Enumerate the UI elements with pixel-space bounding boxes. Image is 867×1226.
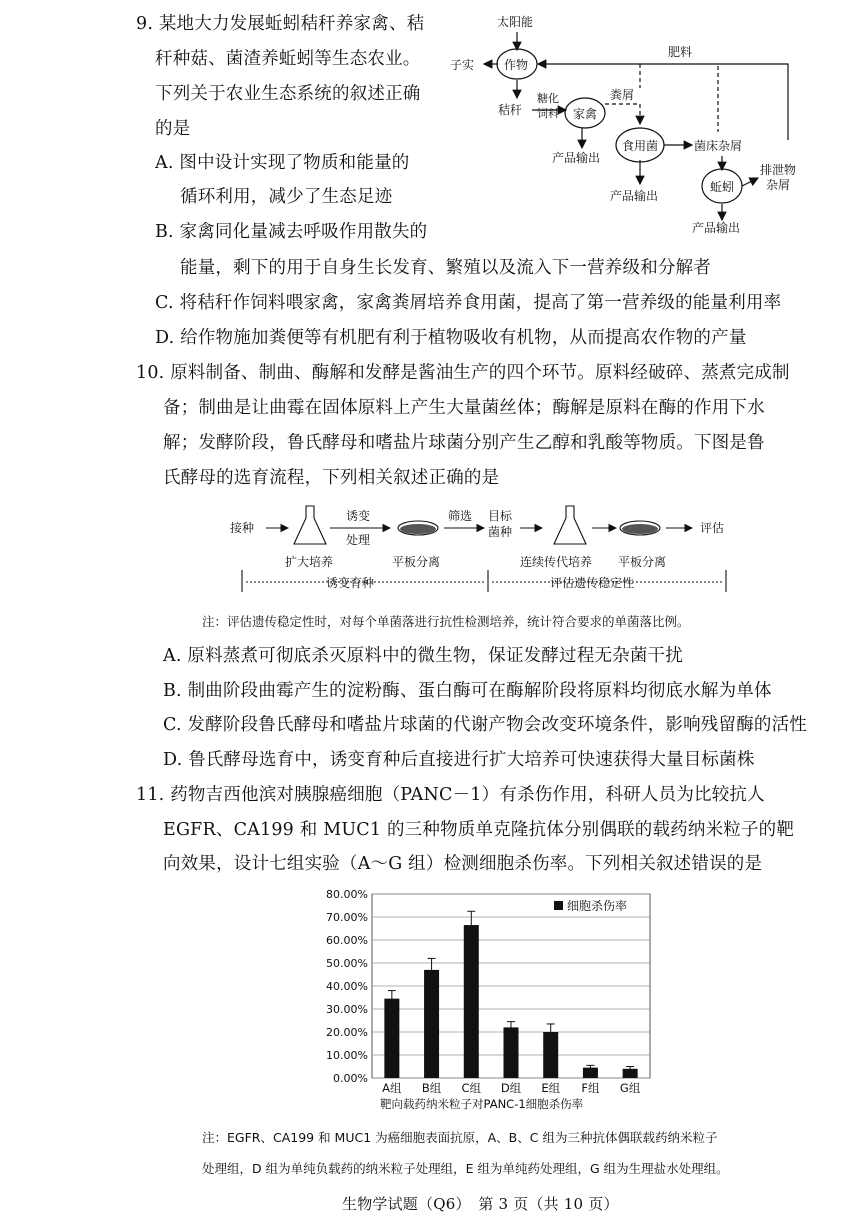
y-tick-label: 50.00% xyxy=(326,957,368,970)
flow-subculture: 连续传代培养 xyxy=(520,555,593,569)
q9-option-a-line2: 循环利用，减少了生态足迹 xyxy=(180,187,393,207)
y-tick-label: 20.00% xyxy=(326,1026,368,1039)
bar-D组 xyxy=(504,1027,519,1078)
legend-label: 细胞杀伤率 xyxy=(567,899,628,913)
q10-stem-line2: 备；制曲是让曲霉在固体原料上产生大量菌丝体；酶解是原料在酶的作用下水 xyxy=(163,398,765,418)
y-tick-label: 0.00% xyxy=(333,1072,368,1085)
flask-icon xyxy=(294,506,326,544)
q10-option-d: D. 鲁氏酵母选育中，诱变育种后直接进行扩大培养可快速获得大量目标菌株 xyxy=(163,750,755,770)
flow-plate-2: 平板分离 xyxy=(618,555,667,569)
q10-option-a: A. 原料蒸煮可彻底杀灭原料中的微生物，保证发酵过程无杂菌干扰 xyxy=(163,646,683,666)
q9-ecology-diagram xyxy=(440,8,860,240)
flow-target-1: 目标 xyxy=(488,509,513,523)
x-tick-label: D组 xyxy=(500,1081,522,1095)
diagram-product-1: 产品输出 xyxy=(552,151,601,165)
flow-mutate-1: 诱变 xyxy=(346,509,371,523)
flow-screen: 筛选 xyxy=(448,509,473,523)
x-tick-label: F组 xyxy=(581,1081,600,1095)
flow-evaluate: 评估 xyxy=(700,521,725,535)
q10-stem-line3: 解；发酵阶段，鲁氏酵母和嗜盐片球菌分别产生乙醇和乳酸等物质。下图是鲁 xyxy=(163,433,765,453)
diagram-fertilizer-label: 肥料 xyxy=(668,45,693,59)
y-tick-label: 80.00% xyxy=(326,888,368,901)
diagram-straw-label: 秸秆 xyxy=(498,103,523,117)
y-tick-label: 70.00% xyxy=(326,911,368,924)
bar-A组 xyxy=(384,999,399,1078)
q10-flow-diagram xyxy=(230,500,750,600)
legend-swatch xyxy=(554,901,563,910)
diagram-product-2: 产品输出 xyxy=(610,189,659,203)
flow-expand: 扩大培养 xyxy=(285,555,334,569)
diagram-excreta-2: 杂屑 xyxy=(766,178,791,192)
diagram-excreta-1: 排泄物 xyxy=(760,163,797,177)
flask-icon-2 xyxy=(554,506,586,544)
q11-stem-line1: 11. 药物吉西他滨对胰腺癌细胞（PANC－1）有杀伤作用，科研人员为比较抗人 xyxy=(136,785,765,805)
bar-C组 xyxy=(464,925,479,1078)
diagram-product-3: 产品输出 xyxy=(692,221,741,235)
x-tick-label: B组 xyxy=(421,1081,442,1095)
x-tick-label: G组 xyxy=(619,1081,641,1095)
q9-stem-line1: 9. 某地大力发展蚯蚓秸秆养家禽、秸 xyxy=(136,14,425,34)
flow-stability: 评估遗传稳定性 xyxy=(550,576,635,590)
q9-stem-line2: 秆种菇、菌渣养蚯蚓等生态农业。 xyxy=(155,49,421,69)
q9-option-b-line2: 能量，剩下的用于自身生长发育、繁殖以及流入下一营养级和分解者 xyxy=(180,258,711,278)
diagram-fungus-node: 食用菌 xyxy=(622,139,659,153)
q11-note-line1: 注：EGFR、CA199 和 MUC1 为癌细胞表面抗原，A、B、C 组为三种抗体偶联载药纳米粒子 xyxy=(202,1130,718,1145)
q10-stem-line1: 10. 原料制备、制曲、酶解和发酵是酱油生产的四个环节。原料经破碎、蒸煮完成制 xyxy=(136,363,790,383)
q11-stem-line2: EGFR、CA199 和 MUC1 的三种物质单克隆抗体分别偶联的载药纳米粒子的靶 xyxy=(163,820,795,840)
page-footer: 生物学试题（Q6） 第 3 页（共 10 页） xyxy=(342,1195,619,1213)
flow-mutate-2: 处理 xyxy=(346,533,371,547)
q11-note-line2: 处理组，D 组为单纯负载药的纳米粒子处理组，E 组为单纯药处理组，G 组为生理盐水处理组。 xyxy=(202,1161,729,1176)
diagram-residue-label: 菌床杂屑 xyxy=(694,139,743,153)
flow-target-2: 菌种 xyxy=(488,525,513,539)
x-axis-label: 靶向载药纳米粒子对PANC-1细胞杀伤率 xyxy=(380,1097,584,1111)
x-tick-label: C组 xyxy=(461,1081,482,1095)
x-tick-label: A组 xyxy=(382,1081,402,1095)
q9-stem-line3: 下列关于农业生态系统的叙述正确 xyxy=(155,84,421,104)
q9-option-d: D. 给作物施加粪便等有机肥有利于植物吸收有机物，从而提高农作物的产量 xyxy=(155,328,747,348)
q9-option-b-line1: B. 家禽同化量减去呼吸作用散失的 xyxy=(155,222,428,242)
q10-note: 注：评估遗传稳定性时，对每个单菌落进行抗性检测培养，统计符合要求的单菌落比例。 xyxy=(202,614,690,629)
q9-option-a-line1: A. 图中设计实现了物质和能量的 xyxy=(155,153,410,173)
diagram-seed-label: 子实 xyxy=(450,58,475,72)
x-tick-label: E组 xyxy=(541,1081,561,1095)
y-tick-label: 30.00% xyxy=(326,1003,368,1016)
diagram-feed-label: 饲料 xyxy=(537,107,559,120)
kill-rate-bar-chart xyxy=(300,884,670,1116)
diagram-crop-node: 作物 xyxy=(504,58,529,72)
diagram-poultry-node: 家禽 xyxy=(573,107,598,121)
diagram-sun-label: 太阳能 xyxy=(497,15,534,29)
diagram-saccharify-label: 糖化 xyxy=(537,92,559,105)
diagram-earthworm-node: 蚯蚓 xyxy=(710,180,735,194)
q9-stem-line4: 的是 xyxy=(155,119,191,139)
diagram-manure-label: 粪屑 xyxy=(610,88,635,102)
y-tick-label: 40.00% xyxy=(326,980,368,993)
y-tick-label: 10.00% xyxy=(326,1049,368,1062)
bar-B组 xyxy=(424,970,439,1078)
flow-breeding: 诱变育种 xyxy=(326,576,375,590)
y-tick-label: 60.00% xyxy=(326,934,368,947)
flow-inoculate: 接种 xyxy=(230,521,255,535)
flow-plate-1: 平板分离 xyxy=(392,555,441,569)
q10-stem-line4: 氏酵母的选育流程，下列相关叙述正确的是 xyxy=(163,468,500,488)
q10-option-b: B. 制曲阶段曲霉产生的淀粉酶、蛋白酶可在酶解阶段将原料均彻底水解为单体 xyxy=(163,681,772,701)
q9-option-c: C. 将秸秆作饲料喂家禽，家禽粪屑培养食用菌，提高了第一营养级的能量利用率 xyxy=(155,293,782,313)
q11-stem-line3: 向效果，设计七组实验（A～G 组）检测细胞杀伤率。下列相关叙述错误的是 xyxy=(163,854,763,874)
q10-option-c: C. 发酵阶段鲁氏酵母和嗜盐片球菌的代谢产物会改变环境条件，影响残留酶的活性 xyxy=(163,715,807,735)
